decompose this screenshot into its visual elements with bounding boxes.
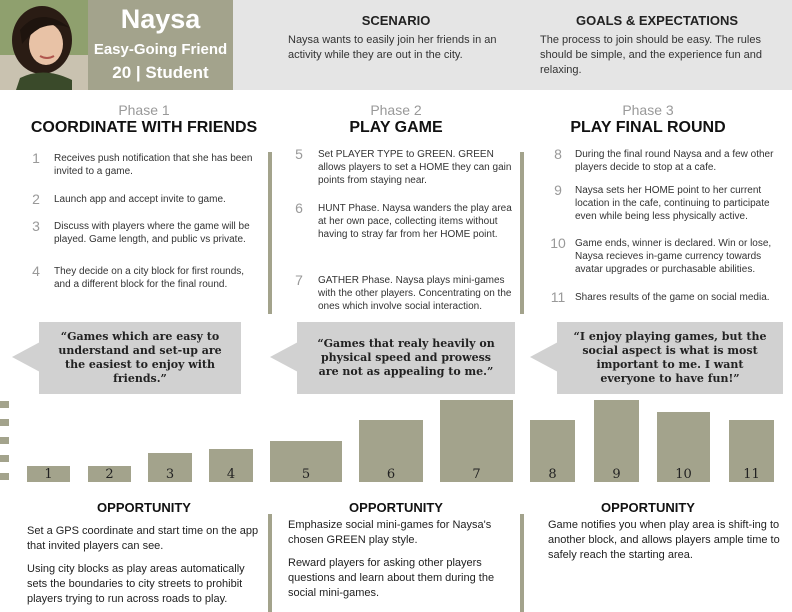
chart-bar [27,466,70,482]
step-number: 10 [550,235,566,251]
engagement-bar-chart [0,400,792,484]
header-band [0,0,792,90]
chart-bar-label: 1 [44,467,53,482]
quote-bubble-3: “I enjoy playing games, but the social aspect is what is most important to me. I want everyone to have fun!” [557,322,783,394]
step-text: Game ends, winner is declared. Win or lose, Naysa recieves in-game currency towards avatar upgrades or purchasable abilities. [575,238,772,275]
goals-text: The process to join should be easy. The rules should be simple, and the experience fun and relaxing. [540,34,762,76]
opportunity-1-title: OPPORTUNITY [97,500,191,515]
goals-title: GOALS & EXPECTATIONS [575,13,739,28]
step-number: 3 [32,218,40,234]
step-text: Discuss with players where the game will be played. Game length, and public vs private. [54,221,250,245]
opportunity-paragraph: Game notifies you when play area is shift-ing to another block, and allows players ample time to safely reach the starting area. [548,519,780,561]
step-number: 5 [295,146,303,162]
axis-tick [0,419,9,426]
phase-1-label: Phase 1 [118,102,170,118]
persona-age-occupation: 20 | Student [112,63,209,82]
step-number: 9 [554,182,562,198]
step-text: Naysa sets her HOME point to her current location in the cafe, continuing to participate even while being less physically active. [575,185,770,222]
quote-pointer [270,342,298,372]
chart-bar [270,441,342,482]
quote-pointer [12,342,40,372]
scenario-text: Naysa wants to easily join her friends in an activity while they are out in the city. [288,34,497,61]
persona-role: Easy-Going Friend [93,41,228,58]
chart-bar-label: 7 [472,467,481,482]
quote-bubble-2: “Games that realy heavily on physical speed and prowess are not as appealing to me.” [297,322,515,394]
chart-bar-label: 3 [165,467,175,482]
phase-3-opportunity-divider [520,514,524,612]
chart-bar [440,400,513,482]
step-number: 6 [295,200,303,216]
chart-bar-label: 6 [386,467,396,482]
step-number: 4 [32,263,40,279]
phase-2-label: Phase 2 [370,102,422,118]
step-text: They decide on a city block for first rounds, and a different block for the final round. [54,266,245,290]
chart-bar-label: 5 [301,467,311,482]
axis-tick [0,473,9,480]
opportunity-paragraph: Reward players for asking other players questions and learn about them during the social mini-games. [288,557,495,599]
phase-3-title: PLAY FINAL ROUND [570,119,726,136]
chart-bar-label: 8 [548,467,557,482]
axis-tick [0,401,9,408]
opportunity-2-title: OPPORTUNITY [349,500,443,515]
step-text: Launch app and accept invite to game. [54,194,226,205]
step-number: 1 [32,150,40,166]
step-text: GATHER Phase. Naysa plays mini-games with the other players. Concentrating on the ones which involve social interaction. [318,275,512,312]
step-text: Shares results of the game on social media. [575,292,770,303]
chart-bar-label: 11 [743,467,760,482]
persona-name: Naysa [120,4,201,34]
step-number: 7 [295,272,303,288]
phase-1-title: COORDINATE WITH FRIENDS [30,119,258,136]
opportunity-2-text [288,518,514,601]
axis-tick [0,455,9,462]
scenario-title: SCENARIO [361,13,431,28]
opportunity-1-text [27,524,263,607]
step-number: 8 [554,146,562,162]
chart-bar [657,412,710,482]
chart-bar [359,420,423,482]
step-number: 11 [550,289,566,305]
step-text: HUNT Phase. Naysa wanders the play area at her own pace, collecting items without having to stray far from her HOME point. [318,203,512,240]
opportunity-paragraph: Set a GPS coordinate and start time on the app that invited players can see. [27,525,259,552]
quote-bubble-1: “Games which are easy to understand and set-up are the easiest to enjoy with friends.” [39,322,241,394]
opportunity-3-title: OPPORTUNITY [601,500,695,515]
chart-bar [530,420,575,482]
axis-tick [0,437,9,444]
avatar [0,0,88,90]
step-text: Set PLAYER TYPE to GREEN. GREEN allows players to set a HOME they can gain points from staying near. [318,149,512,186]
chart-bar [88,466,131,482]
chart-bar-label: 10 [675,467,692,482]
opportunity-paragraph: Using city blocks as play areas automatically sets the boundaries to city streets to prohibit players trying to run across roads to play. [27,563,245,605]
chart-bar [594,400,639,482]
quote-pointer [530,342,558,372]
step-text: During the final round Naysa and a few other players decide to stop at a cafe. [575,149,774,173]
chart-bar [729,420,774,482]
phase-3-label: Phase 3 [622,102,674,118]
chart-bar-label: 4 [226,467,236,482]
chart-bar [148,453,192,482]
phase-2-opportunity-divider [268,514,272,612]
chart-bar-label: 9 [612,467,621,482]
opportunity-3-text [548,518,782,563]
step-text: Receives push notification that she has been invited to a game. [54,153,253,177]
opportunity-paragraph: Emphasize social mini-games for Naysa's chosen GREEN play style. [288,519,492,546]
phase-3-divider [520,152,524,314]
step-number: 2 [32,191,40,207]
chart-bar [209,449,253,482]
phase-2-divider [268,152,272,314]
phase-2-title: PLAY GAME [349,119,443,136]
chart-bar-label: 2 [105,467,114,482]
persona-card [88,0,233,90]
